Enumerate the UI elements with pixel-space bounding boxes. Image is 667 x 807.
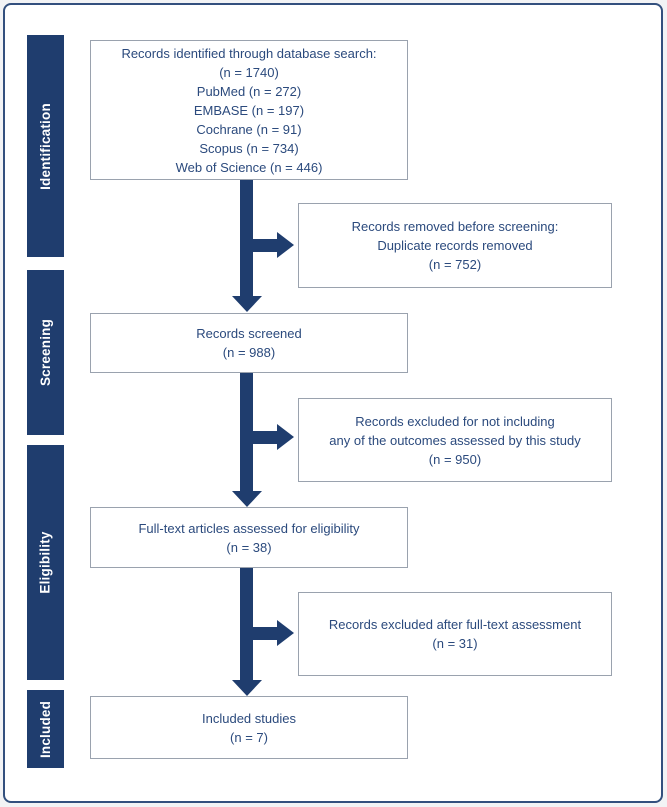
- box-records-identified: [90, 40, 408, 180]
- box-records-excluded-outcomes: [298, 398, 612, 482]
- stage-eligibility: [27, 445, 64, 680]
- arrow-right-icon: [277, 424, 294, 450]
- box-records-removed-line: Duplicate records removed: [377, 238, 533, 253]
- arrow-down-icon: [232, 680, 262, 696]
- box-records-screened-line: (n = 988): [222, 345, 276, 360]
- box-records-identified-line: Scopus (n = 734): [199, 140, 299, 156]
- box-fulltext-assessed: [90, 507, 408, 568]
- box-fulltext-assessed-line: Full-text articles assessed for eligibility: [138, 520, 360, 536]
- stage-included: [27, 690, 64, 768]
- box-fulltext-assessed-line: (n = 38): [226, 539, 272, 555]
- arrow-down-icon: [232, 491, 262, 507]
- stage-screening: [27, 270, 64, 435]
- box-records-excluded-fulltext: [298, 592, 612, 676]
- arrow-down-fulltext-to-included: [240, 568, 253, 681]
- box-records-screened: [90, 313, 408, 373]
- arrow-right-to-excluded-fulltext: [246, 627, 277, 640]
- box-records-identified-line: EMBASE (n = 197): [193, 102, 305, 118]
- box-records-identified-line: Web of Science (n = 446): [175, 159, 323, 175]
- box-included-studies-line: Included studies: [202, 710, 296, 726]
- stage-included-label: Included: [38, 700, 54, 758]
- box-records-removed: [298, 203, 612, 288]
- box-records-excluded-outcomes-line: (n = 950): [428, 451, 482, 467]
- arrow-right-icon: [277, 232, 294, 258]
- box-records-identified-line: Cochrane (n = 91): [196, 121, 302, 137]
- stage-screening-label: Screening: [38, 318, 54, 387]
- arrow-right-icon: [277, 620, 294, 646]
- arrow-down-icon: [232, 296, 262, 312]
- box-included-studies: [90, 696, 408, 759]
- arrow-right-to-excluded-outcomes: [246, 431, 277, 444]
- box-records-excluded-outcomes-line: any of the outcomes assessed by this study: [329, 432, 581, 448]
- box-records-excluded-fulltext-line: Records excluded after full-text assessment: [328, 617, 582, 632]
- box-records-screened-line: Records screened: [196, 326, 302, 341]
- box-records-excluded-outcomes-line: Records excluded for not including: [355, 413, 555, 429]
- stage-identification: [27, 35, 64, 257]
- stage-eligibility-label: Eligibility: [38, 531, 53, 594]
- box-records-removed-line: Records removed before screening:: [351, 219, 559, 234]
- box-records-identified-line: (n = 1740): [219, 64, 279, 80]
- stage-identification-label: Identification: [38, 102, 53, 190]
- box-records-identified-line: PubMed (n = 272): [196, 83, 302, 99]
- box-records-excluded-fulltext-line: (n = 31): [432, 636, 478, 651]
- box-records-removed-line: (n = 752): [428, 257, 482, 272]
- box-records-identified-line: Records identified through database search:: [121, 45, 377, 61]
- arrow-right-to-records-removed: [246, 239, 277, 252]
- box-included-studies-line: (n = 7): [230, 729, 268, 745]
